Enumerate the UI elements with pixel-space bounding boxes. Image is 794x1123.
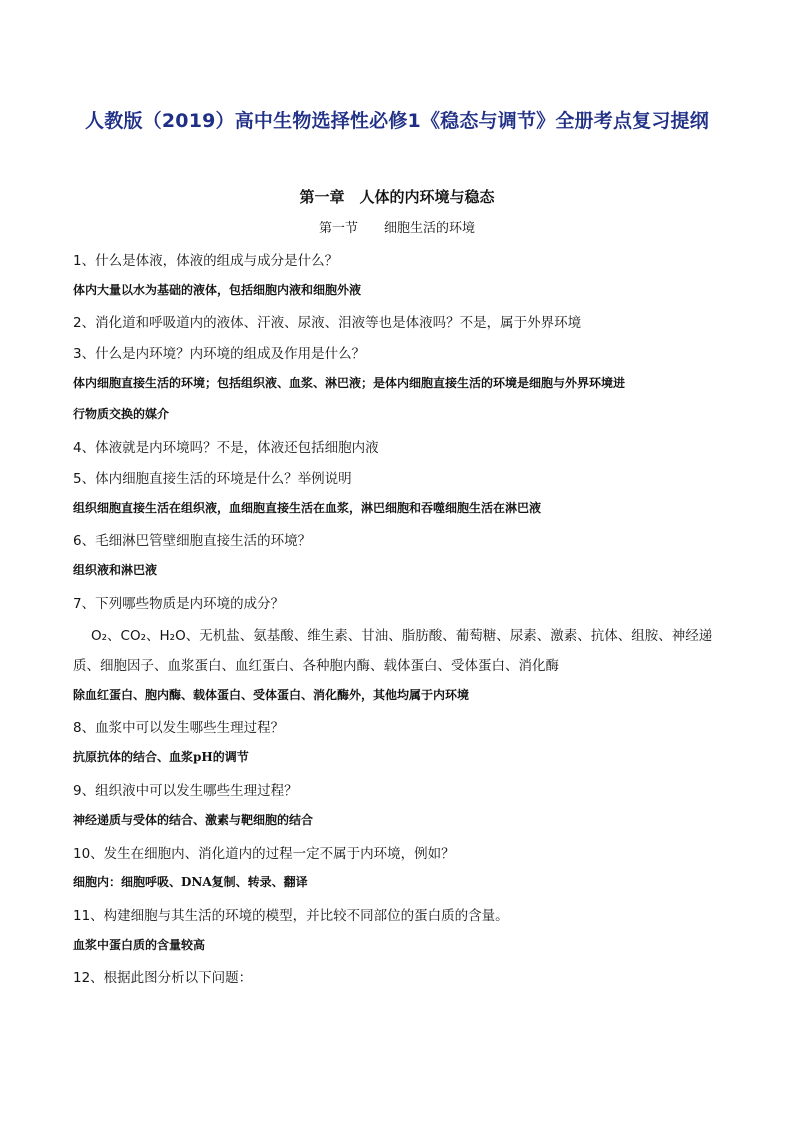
question-7: 7、下列哪些物质是内环境的成分？ [73,596,285,612]
question-7-substances-line-2: 质、细胞因子、血浆蛋白、血红蛋白、各种胞内酶、载体蛋白、受体蛋白、消化酶 [73,658,559,674]
question-12: 12、根据此图分析以下问题： [73,970,253,986]
answer-6: 组织液和淋巴液 [73,563,158,577]
question-2: 2、消化道和呼吸道内的液体、汗液、尿液、泪液等也是体液吗？不是，属于外界环境 [73,315,582,331]
chapter-title: 第一章 人体的内环境与稳态 [299,188,495,206]
question-4: 4、体液就是内环境吗？不是，体液还包括细胞内液 [73,440,379,456]
question-5: 5、体内细胞直接生活的环境是什么？举例说明 [73,471,352,487]
question-9: 9、组织液中可以发生哪些生理过程？ [73,783,298,799]
answer-8: 抗原抗体的结合、血浆pH的调节 [73,750,249,764]
question-6: 6、毛细淋巴管壁细胞直接生活的环境？ [73,533,312,549]
answer-3-line-2: 行物质交换的媒介 [73,407,170,421]
question-10: 10、发生在细胞内、消化道内的过程一定不属于内环境，例如？ [73,846,455,862]
answer-5: 组织细胞直接生活在组织液，血细胞直接生活在血浆，淋巴细胞和吞噬细胞生活在淋巴液 [73,501,542,515]
question-11: 11、构建细胞与其生活的环境的模型，并比较不同部位的蛋白质的含量。 [73,908,509,924]
question-1: 1、什么是体液，体液的组成与成分是什么？ [73,253,339,269]
question-8: 8、血浆中可以发生哪些生理过程？ [73,720,285,736]
question-3: 3、什么是内环境？内环境的组成及作用是什么？ [73,346,366,362]
answer-3-line-1: 体内细胞直接生活的环境；包括组织液、血浆、淋巴液；是体内细胞直接生活的环境是细胞与外界环境进 [73,376,626,390]
answer-10: 细胞内：细胞呼吸、DNA复制、转录、翻译 [73,875,308,889]
document-title: 人教版（2019）高中生物选择性必修1《稳态与调节》全册考点复习提纲 [85,110,709,132]
answer-1: 体内大量以水为基础的液体，包括细胞内液和细胞外液 [73,283,362,297]
question-7-substances-line-1: O₂、CO₂、H₂O、无机盐、氨基酸、维生素、甘油、脂肪酸、葡萄糖、尿素、激素、抗体、组胺、神经递 [91,628,713,644]
answer-11: 血浆中蛋白质的含量较高 [73,938,206,952]
section-title: 第一节 细胞生活的环境 [318,221,475,236]
answer-9: 神经递质与受体的结合、激素与靶细胞的结合 [73,813,314,827]
answer-7: 除血红蛋白、胞内酶、载体蛋白、受体蛋白、消化酶外，其他均属于内环境 [73,688,470,702]
